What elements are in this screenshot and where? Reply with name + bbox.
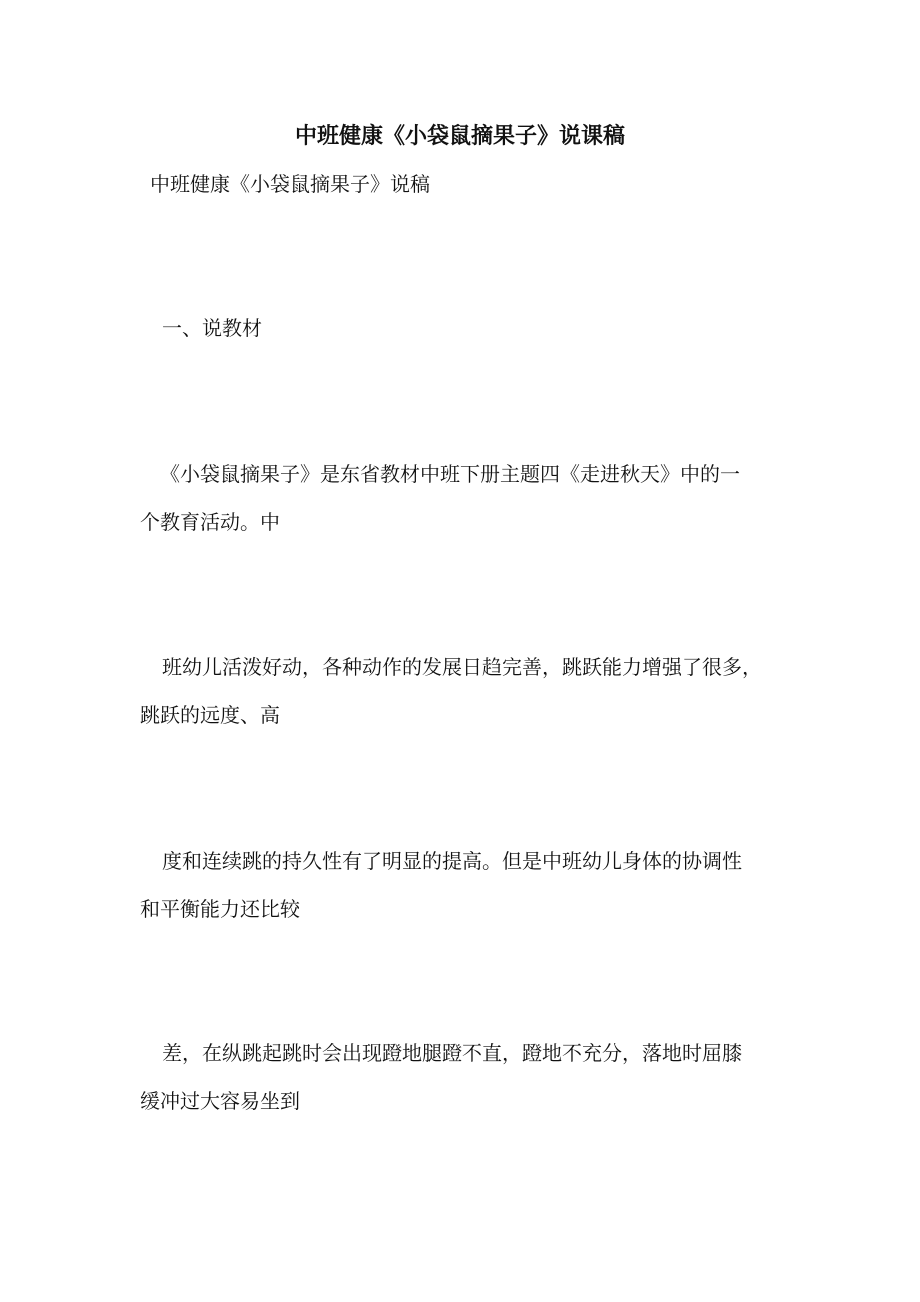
- paragraph-line: 缓冲过大容易坐到: [140, 1089, 300, 1113]
- document-subtitle: 中班健康《小袋鼠摘果子》说稿: [150, 172, 430, 196]
- paragraph-line: 个教育活动。中: [140, 510, 280, 534]
- paragraph-line: 跳跃的远度、高: [140, 703, 280, 727]
- paragraph-line: 差，在纵跳起跳时会出现蹬地腿蹬不直，蹬地不充分，落地时屈膝: [162, 1041, 742, 1065]
- section-heading: 一、说教材: [162, 316, 262, 340]
- paragraph-line: 和平衡能力还比较: [140, 897, 300, 921]
- paragraph-line: 《小袋鼠摘果子》是东省教材中班下册主题四《走进秋天》中的一: [160, 462, 740, 486]
- paragraph-line: 度和连续跳的持久性有了明显的提高。但是中班幼儿身体的协调性: [162, 849, 742, 873]
- paragraph-line: 班幼儿活泼好动，各种动作的发展日趋完善，跳跃能力增强了很多，: [162, 655, 762, 679]
- document-title: 中班健康《小袋鼠摘果子》说课稿: [294, 123, 625, 149]
